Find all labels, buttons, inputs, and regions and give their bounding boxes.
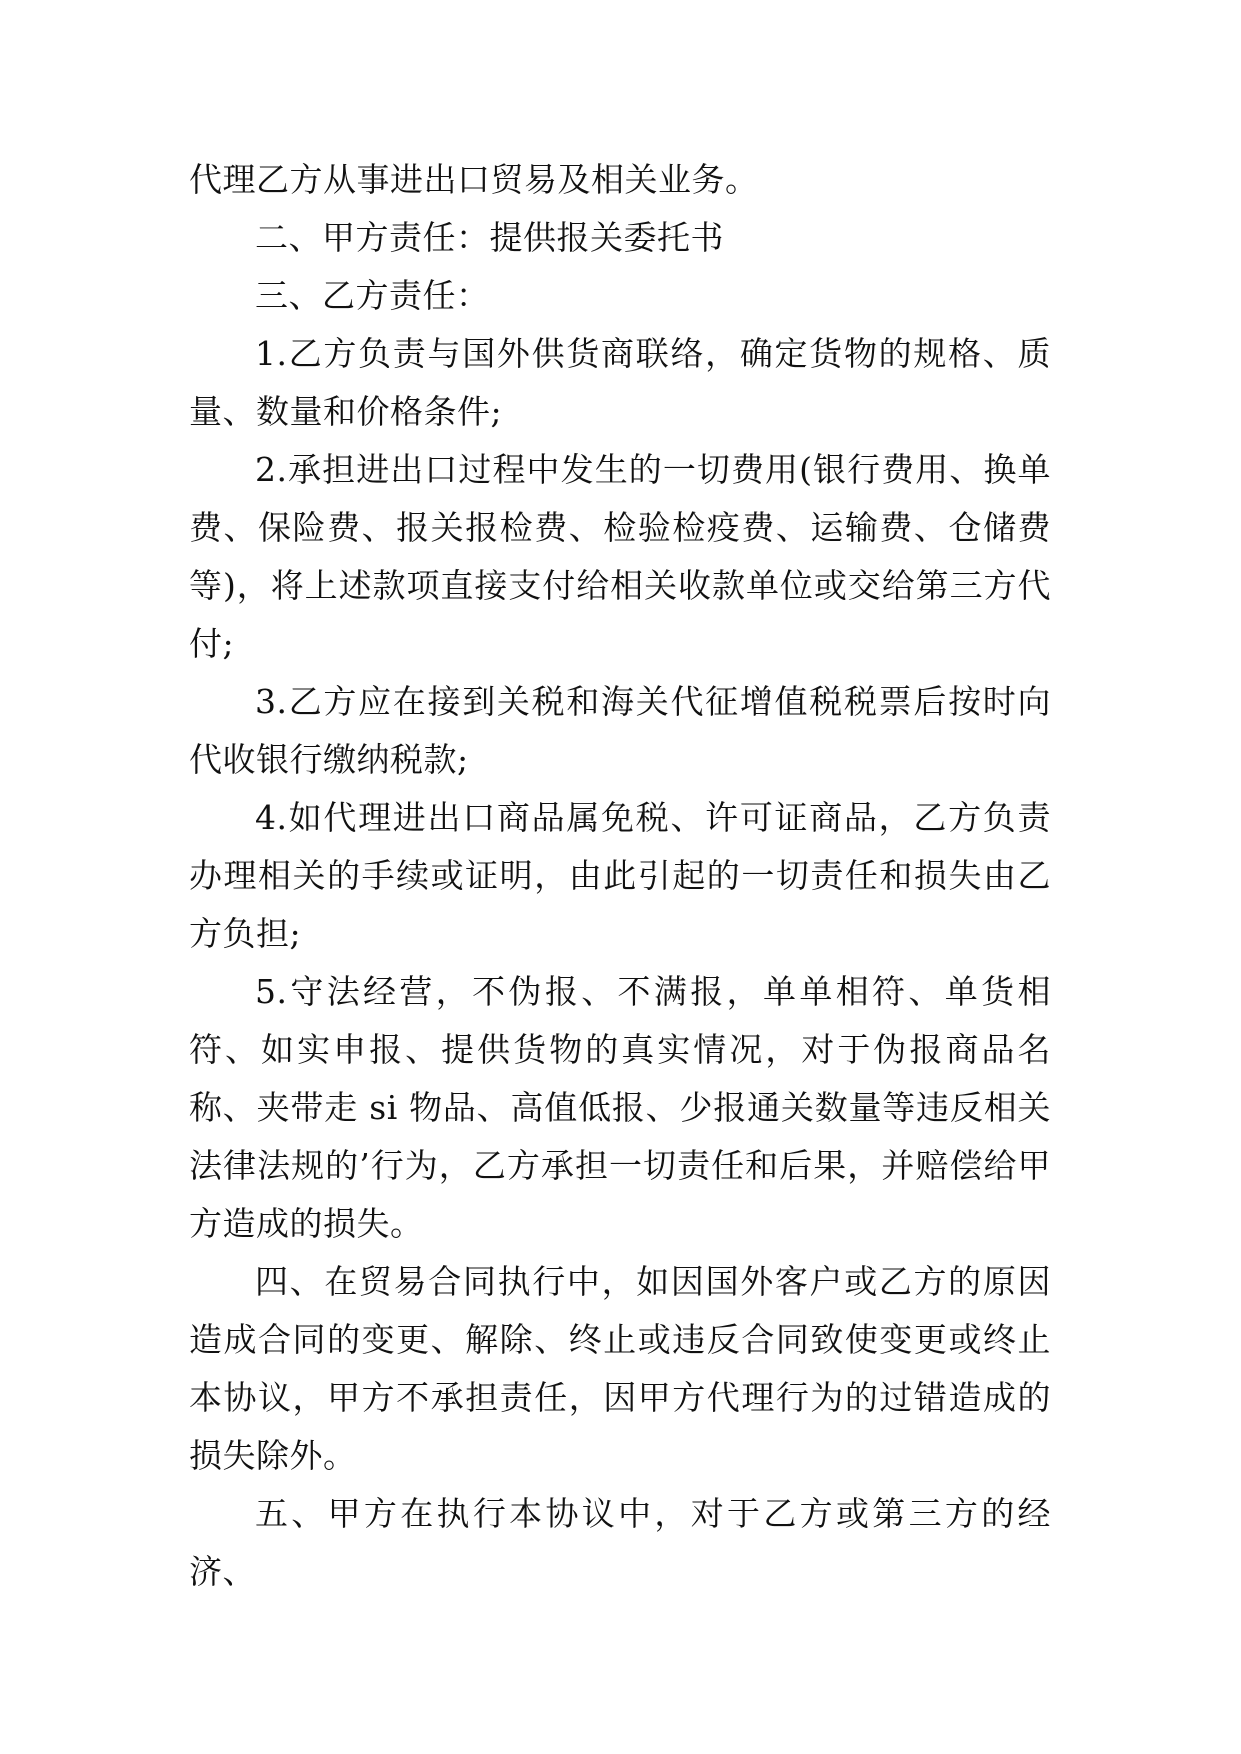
paragraph-item-5: 5.守法经营，不伪报、不满报，单单相符、单货相符、如实申报、提供货物的真实情况，对于伪报商品名称、夹带走 si 物品、高值低报、少报通关数量等违反相关法律法规的’行为，乙方承担一切责任和后果，并赔偿给甲方造成的损失。 xyxy=(189,972,1051,1243)
paragraph-party-b-duties-heading: 三、乙方责任： xyxy=(255,276,490,315)
paragraph-item-1: 1.乙方负责与国外供货商联络，确定货物的规格、质量、数量和价格条件; xyxy=(189,334,1051,431)
document-body xyxy=(189,151,1051,1601)
paragraph-section-4: 四、在贸易合同执行中，如因国外客户或乙方的原因造成合同的变更、解除、终止或违反合同致使变更或终止本协议，甲方不承担责任，因甲方代理行为的过错造成的损失除外。 xyxy=(189,1262,1051,1475)
paragraph-item-4: 4.如代理进出口商品属免税、许可证商品，乙方负责办理相关的手续或证明，由此引起的一切责任和损失由乙方负担; xyxy=(189,798,1051,953)
paragraph-section-5: 五、甲方在执行本协议中，对于乙方或第三方的经济、 xyxy=(189,1494,1051,1591)
paragraph-item-2: 2.承担进出口过程中发生的一切费用(银行费用、换单费、保险费、报关报检费、检验检疫费、运输费、仓储费等)，将上述款项直接支付给相关收款单位或交给第三方代付; xyxy=(189,450,1051,663)
paragraph-party-a-duties: 二、甲方责任：提供报关委托书 xyxy=(255,218,724,257)
paragraph-item-3: 3.乙方应在接到关税和海关代征增值税税票后按时向代收银行缴纳税款; xyxy=(189,682,1051,779)
paragraph-continuation: 代理乙方从事进出口贸易及相关业务。 xyxy=(189,160,759,199)
